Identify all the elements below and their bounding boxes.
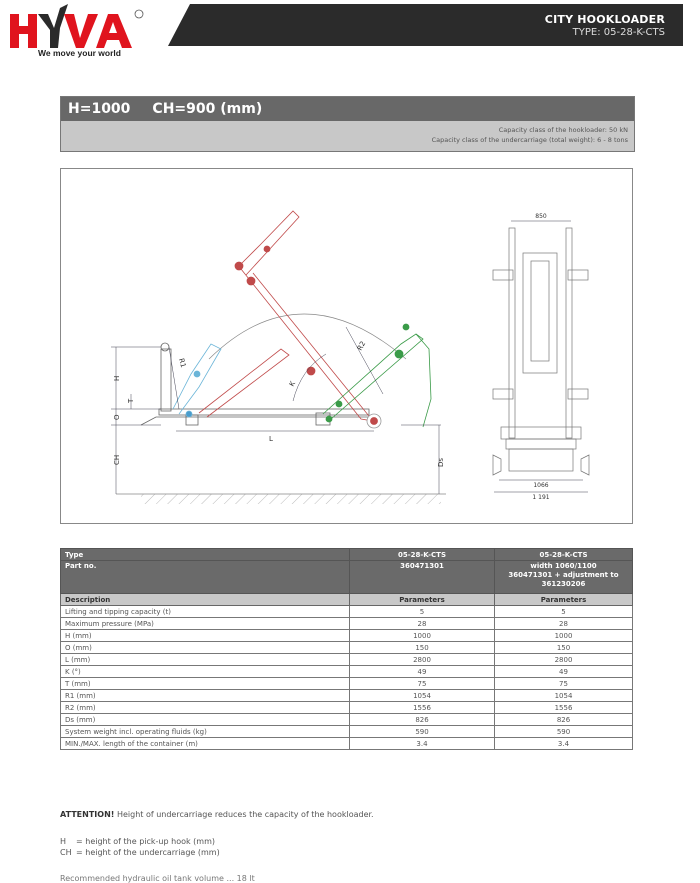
row-value: 826 (495, 714, 633, 726)
attention-note (60, 810, 374, 819)
row-label: System weight incl. operating fluids (kg) (61, 726, 350, 738)
table-row-part-no (61, 561, 633, 594)
part-no-col1: 360471301 (350, 561, 495, 594)
title-band (168, 4, 683, 46)
parameters-header-1: Parameters (350, 594, 495, 606)
dim-label-1191: 1 191 (532, 494, 550, 501)
dim-label-ds: Ds (437, 457, 445, 467)
row-value: 1556 (350, 702, 495, 714)
h-value: H=1000 (68, 101, 131, 117)
row-value: 1000 (495, 630, 633, 642)
table-row-type (61, 549, 633, 561)
row-value: 826 (350, 714, 495, 726)
dim-label-r2: R2 (355, 339, 368, 352)
capacity-undercarriage: Capacity class of the undercarriage (total weight): 6 - 8 tons (431, 136, 628, 144)
dim-label-t: T (127, 398, 135, 403)
spec-rows (61, 606, 633, 750)
row-label: T (mm) (61, 678, 350, 690)
table-row (61, 606, 633, 618)
row-value: 75 (495, 678, 633, 690)
row-value: 2800 (350, 654, 495, 666)
technical-drawing (60, 168, 633, 524)
type-label: Type (61, 549, 350, 561)
row-label: R1 (mm) (61, 690, 350, 702)
part-no-label: Part no. (61, 561, 350, 594)
part-no-col2 (495, 561, 633, 594)
dim-label-h: H (113, 375, 121, 381)
row-value: 49 (495, 666, 633, 678)
row-value: 49 (350, 666, 495, 678)
row-value: 1054 (350, 690, 495, 702)
row-value: 5 (350, 606, 495, 618)
specifications-table (60, 548, 633, 750)
brand-tagline: We move your world (38, 48, 121, 58)
capacity-hookloader: Capacity class of the hookloader: 50 kN (498, 126, 628, 134)
row-value: 5 (495, 606, 633, 618)
row-label: MIN./MAX. length of the container (m) (61, 738, 350, 750)
dim-label-o: O (113, 414, 121, 420)
dim-label-l: L (269, 435, 273, 443)
row-label: O (mm) (61, 642, 350, 654)
table-row (61, 726, 633, 738)
document-title: CITY HOOKLOADER (544, 13, 665, 26)
row-label: K (°) (61, 666, 350, 678)
row-label: Maximum pressure (MPa) (61, 618, 350, 630)
table-row (61, 714, 633, 726)
row-value: 150 (350, 642, 495, 654)
type-col2: 05-28-K-CTS (495, 549, 633, 561)
part-no-col2-line2: 360471301 + adjustment to (508, 571, 619, 579)
spec-summary-box (60, 96, 635, 152)
hookloader-drawing-svg (61, 169, 632, 523)
row-label: H (mm) (61, 630, 350, 642)
row-value: 1000 (350, 630, 495, 642)
description-header: Description (61, 594, 350, 606)
table-row (61, 678, 633, 690)
row-value: 590 (495, 726, 633, 738)
document-type: TYPE: 05-28-K-CTS (572, 27, 665, 38)
table-row (61, 654, 633, 666)
capacity-info (61, 121, 634, 151)
arm-green (323, 324, 431, 427)
row-value: 75 (350, 678, 495, 690)
dim-label-1066: 1066 (533, 482, 549, 489)
row-label: L (mm) (61, 654, 350, 666)
attention-label: ATTENTION! (60, 810, 115, 819)
clipped-note: Recommended hydraulic oil tank volume ... 18 lt (60, 874, 255, 883)
row-label: Ds (mm) (61, 714, 350, 726)
table-row (61, 630, 633, 642)
table-row (61, 618, 633, 630)
row-label: Lifting and tipping capacity (t) (61, 606, 350, 618)
type-col1: 05-28-K-CTS (350, 549, 495, 561)
attention-text: Height of undercarriage reduces the capacity of the hookloader. (114, 810, 374, 819)
table-row (61, 666, 633, 678)
abbreviation-legend (60, 836, 220, 858)
row-value: 1054 (495, 690, 633, 702)
arm-red (199, 211, 381, 428)
base-frame (141, 343, 371, 425)
row-value: 150 (495, 642, 633, 654)
rear-view-dimensions (494, 221, 588, 492)
row-label: R2 (mm) (61, 702, 350, 714)
arm-blue (173, 344, 221, 417)
dim-label-850: 850 (535, 213, 547, 220)
row-value: 3.4 (495, 738, 633, 750)
dim-label-k: K (287, 380, 298, 388)
row-value: 2800 (495, 654, 633, 666)
ground-hatch (141, 494, 441, 504)
row-value: 3.4 (350, 738, 495, 750)
ch-value: CH=900 (mm) (152, 101, 263, 117)
parameters-header-2: Parameters (495, 594, 633, 606)
table-subheader-row (61, 594, 633, 606)
legend-item-h: H = height of the pick-up hook (mm) (60, 837, 215, 846)
row-value: 1556 (495, 702, 633, 714)
table-row (61, 738, 633, 750)
rear-view (493, 228, 589, 475)
part-no-col2-line1: width 1060/1100 (530, 562, 597, 570)
dim-label-ch: CH (113, 454, 121, 465)
table-row (61, 702, 633, 714)
spec-title (61, 97, 634, 121)
part-no-col2-line3: 361230206 (541, 580, 586, 588)
row-value: 590 (350, 726, 495, 738)
dim-label-r1: R1 (177, 357, 188, 369)
legend-item-ch: CH = height of the undercarriage (mm) (60, 848, 220, 857)
table-row (61, 690, 633, 702)
row-value: 28 (495, 618, 633, 630)
table-row (61, 642, 633, 654)
row-value: 28 (350, 618, 495, 630)
